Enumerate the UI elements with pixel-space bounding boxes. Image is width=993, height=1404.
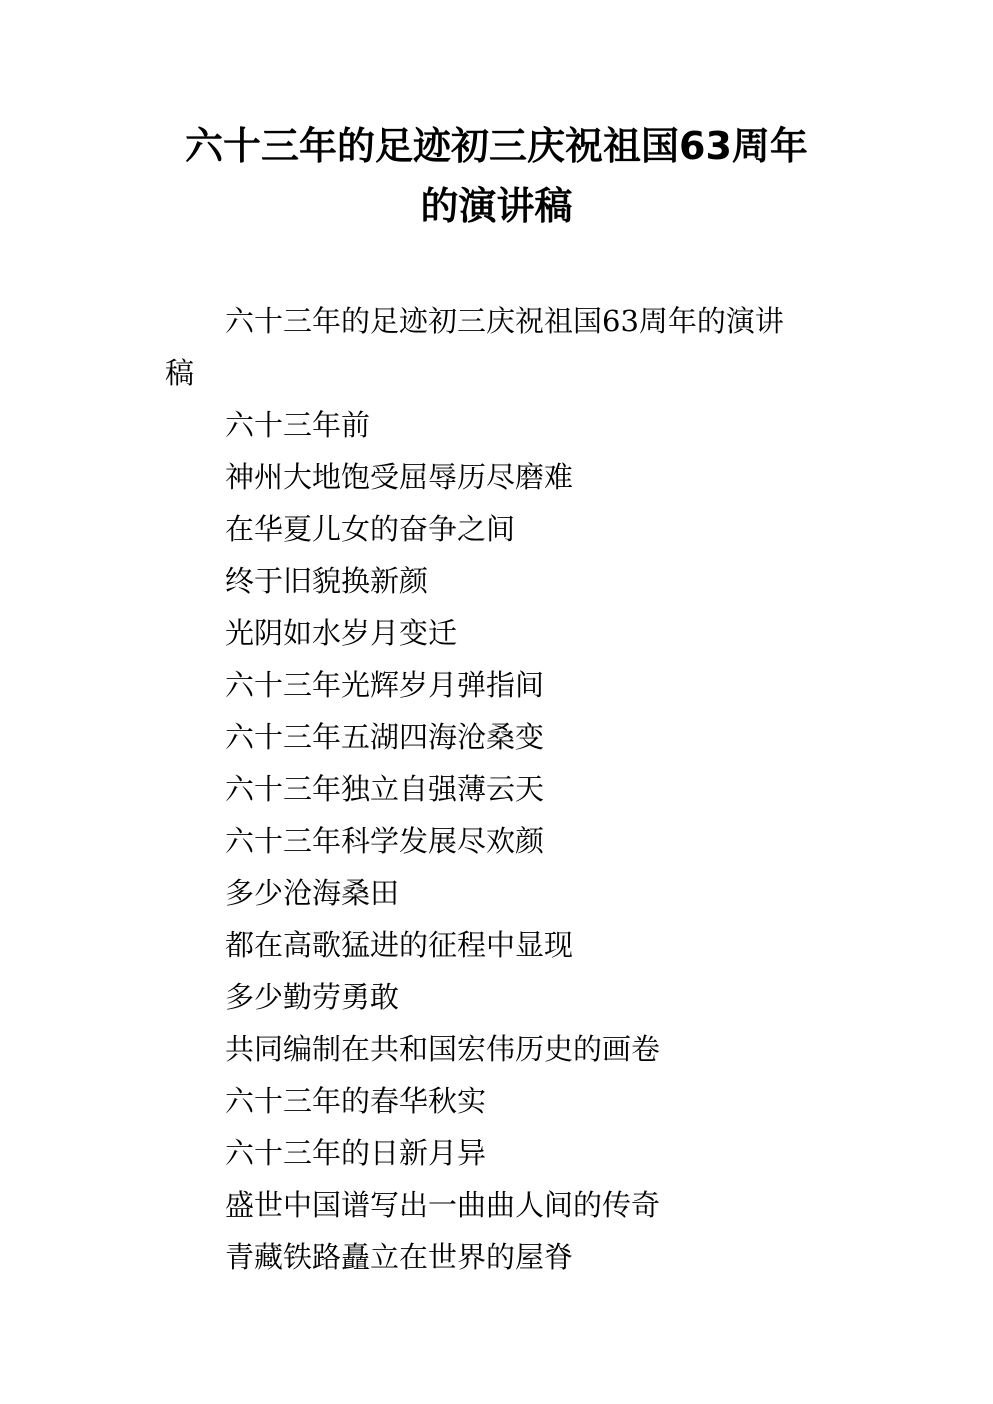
verse-line: 神州大地饱受屈辱历尽磨难 bbox=[225, 460, 574, 494]
verse-line: 多少沧海桑田 bbox=[225, 876, 400, 910]
verse-line: 共同编制在共和国宏伟历史的画卷 bbox=[225, 1032, 661, 1066]
verse-line: 六十三年科学发展尽欢颜 bbox=[225, 824, 545, 858]
intro-line-2: 稿 bbox=[165, 356, 195, 390]
title-line-2: 的演讲稿 bbox=[420, 184, 573, 228]
document-body bbox=[165, 295, 831, 1283]
verse-line: 六十三年的日新月异 bbox=[225, 1136, 487, 1170]
verse-line: 在华夏儿女的奋争之间 bbox=[225, 512, 516, 546]
verse-line: 六十三年的春华秋实 bbox=[225, 1084, 487, 1118]
verse-line: 六十三年五湖四海沧桑变 bbox=[225, 720, 545, 754]
verse-line: 六十三年光辉岁月弹指间 bbox=[225, 668, 545, 702]
verse-line: 青藏铁路矗立在世界的屋脊 bbox=[225, 1240, 574, 1274]
intro-line-1: 六十三年的足迹初三庆祝祖国63周年的演讲 bbox=[225, 304, 784, 338]
verse-line: 盛世中国谱写出一曲曲人间的传奇 bbox=[225, 1188, 661, 1222]
verse-line: 光阴如水岁月变迁 bbox=[225, 616, 458, 650]
verse-line: 都在高歌猛进的征程中显现 bbox=[225, 928, 574, 962]
intro-paragraph bbox=[165, 295, 831, 399]
document-title bbox=[140, 116, 853, 236]
verse-line: 六十三年前 bbox=[225, 408, 371, 442]
verse-line: 终于旧貌换新颜 bbox=[225, 564, 429, 598]
verse-line: 多少勤劳勇敢 bbox=[225, 980, 400, 1014]
title-line-1: 六十三年的足迹初三庆祝祖国63周年 bbox=[185, 124, 808, 168]
verse-line: 六十三年独立自强薄云天 bbox=[225, 772, 545, 806]
